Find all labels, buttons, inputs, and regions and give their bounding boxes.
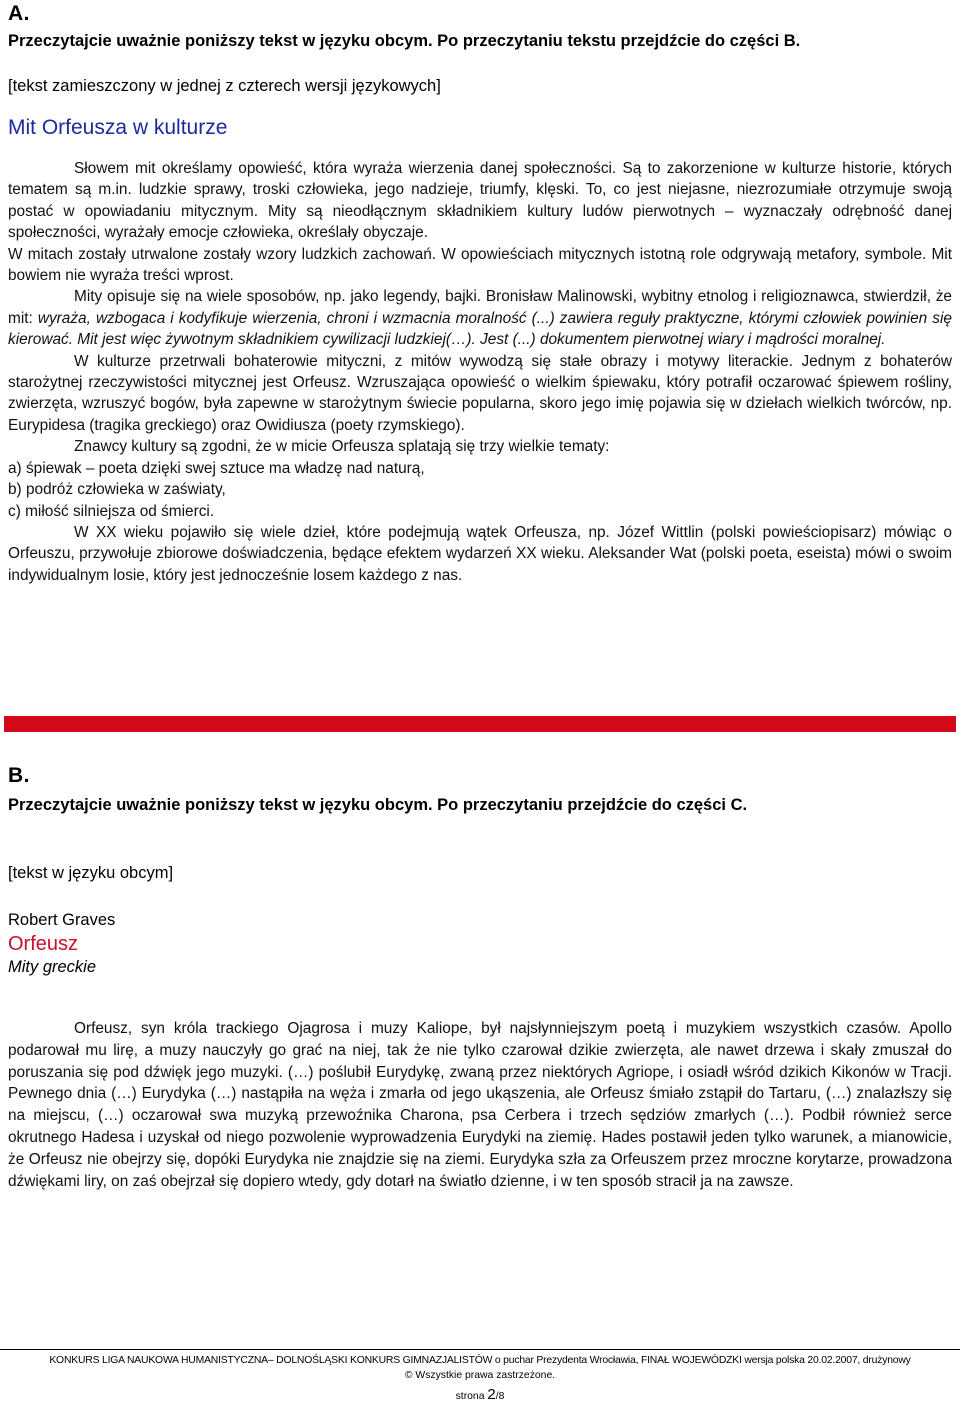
article-title-a: Mit Orfeusza w kulturze [8, 116, 228, 139]
section-a-label: A. [8, 2, 30, 25]
footer-contest-info: KONKURS LIGA NAUKOWA HUMANISTYCZNA– DOLNOŚLĄSKI KONKURS GIMNAZJALISTÓW o puchar Prezydenta Wrocławia, FINAŁ WOJEWÓDZKI wersja polska 20.02.2007, drużynowy [49, 1355, 911, 1366]
paragraph: Orfeusz, syn króla trackiego Ojagrosa i muzy Kaliope, był najsłynniejszym poetą i muzykiem wszystkich czasów. Apollo podarował mu lirę, a muzy nauczyły go grać na niej, tak że nie tylko czarował dzikie zwierzęta, ale nawet drzewa i skały zmuszał do poruszania się pod dźwięk jego muzyki. (…) poślubił Eurydykę, zwaną przez niektórych Agriope, i osiadł wśród dzikich Kikonów w Tracji. Pewnego dnia (…) Eurydyka (…) nastąpiła na węża i zmarła od jego ukąszenia, ale Orfeusz śmiało zstąpił do Tartaru, (…) znalazłszy się na miejscu, (…) oczarował swa muzyką przewoźnika Charona, psa Cerbera i trzech sędziów zmarłych (…). Podbił również serce okrutnego Hadesa i uzyskał od niego pozwolenie wyprowadzenia Eurydyki na ziemię. Hades postawił jeden tylko warunek, a mianowicie, że Orfeusz nie obejrzy się, dopóki Eurydyka nie znajdzie się na ziemi. Eurydyka szła za Orfeuszem przez mroczne korytarze, prowadzona dźwiękami liry, on zaś obejrzał się dopiero wtedy, gdy dotarł na światło dzienne, i w ten sposób stracił ja na zawsze. [8, 1020, 952, 1190]
article-body-a [8, 158, 952, 586]
section-a-instruction: Przeczytajcie uważnie poniższy tekst w języku obcym. Po przeczytaniu tekstu przejdźcie do części B. [8, 32, 801, 50]
paragraph: Słowem mit określamy opowieść, która wyraża wierzenia danej społeczności. Są to zakorzenione w kulturze historie, których tematem są m.in. ludzkie sprawy, troski człowieka, jego nadzieje, triumfy, klęski. To, co jest niejasne, niezrozumiałe otrzymuje swoją postać w opowiadaniu mitycznym. Mity są nieodłącznym składnikiem kultury ludów pierwotnych – wyznaczały odrębność danej społeczności, wyrażały emocje człowieka, określały obyczaje. [8, 160, 952, 242]
article-title-b: Orfeusz [8, 933, 79, 955]
paragraph-text: Mity opisuje się na wiele sposobów, np. jako legendy, bajki. Bronisław Malinowski, wybitny etnolog i religioznawca, stwierdził, że mit: [8, 288, 952, 327]
footer-page-number [0, 1386, 960, 1403]
paragraph: W mitach zostały utrwalone zostały wzory ludzkich zachowań. W opowieściach mitycznych istotną role odgrywają metafory, symbole. Mit bowiem nie wyraża treści wprost. [8, 245, 952, 285]
paragraph: W XX wieku pojawiło się wiele dzieł, które podejmują wątek Orfeusza, np. Józef Wittlin (polski powieściopisarz) mówiąc o Orfeuszu, przywołuje zbiorowe doświadczenia, będące efektem wydarzeń XX wieku. Aleksander Wat (polski poeta, eseista) mówi o swoim indywidualnym losie, który jest jednocześnie losem każdego z nas. [8, 523, 952, 584]
page-current: 2 [487, 1386, 496, 1403]
article-subtitle-b: Mity greckie [8, 958, 97, 976]
page-total: /8 [495, 1391, 505, 1402]
author-name: Robert Graves [8, 911, 116, 929]
section-b-instruction: Przeczytajcie uważnie poniższy tekst w języku obcym. Po przeczytaniu przejdźcie do części C. [8, 796, 748, 814]
paragraph [8, 286, 952, 350]
quote-malinowski: wyraża, wzbogaca i kodyfikuje wierzenia, chroni i wzmacnia moralność (...) zawiera reguły praktyczne, którymi człowiek powinien się kierować. Mit jest więc żywotnym składnikiem cywilizacji ludzkiej(…). Jest (...) dokumentem pierwotnej wiary i mądrości moralnej. [8, 309, 952, 349]
article-body-b [8, 1018, 952, 1192]
footer-copyright: © Wszystkie prawa zastrzeżone. [404, 1370, 556, 1381]
paragraph: Znawcy kultury są zgodni, że w micie Orfeusza splatają się trzy wielkie tematy: [74, 438, 610, 456]
list-item: b) podróż człowieka w zaświaty, [8, 481, 226, 499]
page-prefix: strona [455, 1391, 488, 1402]
footer-rule [0, 1349, 960, 1350]
list-item: c) miłość silniejsza od śmierci. [8, 502, 215, 520]
section-b-label: B. [8, 764, 30, 787]
section-divider [4, 716, 956, 732]
version-note: [tekst zamieszczony w jednej z czterech wersji językowych] [8, 77, 441, 95]
language-note: [tekst w języku obcym] [8, 864, 174, 882]
paragraph: W kulturze przetrwali bohaterowie mityczni, z mitów wywodzą się stałe obrazy i motywy literackie. Jednym z bohaterów starożytnej rzeczywistości mitycznej jest Orfeusz. Wzruszająca opowieść o wielkim śpiewaku, który potrafił oczarować śpiewem rośliny, zwierzęta, wzruszyć bogów, była zapewne w starożytnym świecie popularna, skoro jego imię pojawia się w dziełach wielkich twórców, np. Eurypidesa (tragika greckiego) oraz Owidiusza (poety rzymskiego). [8, 352, 952, 434]
list-item: a) śpiewak – poeta dzięki swej sztuce ma władzę nad naturą, [8, 459, 425, 477]
